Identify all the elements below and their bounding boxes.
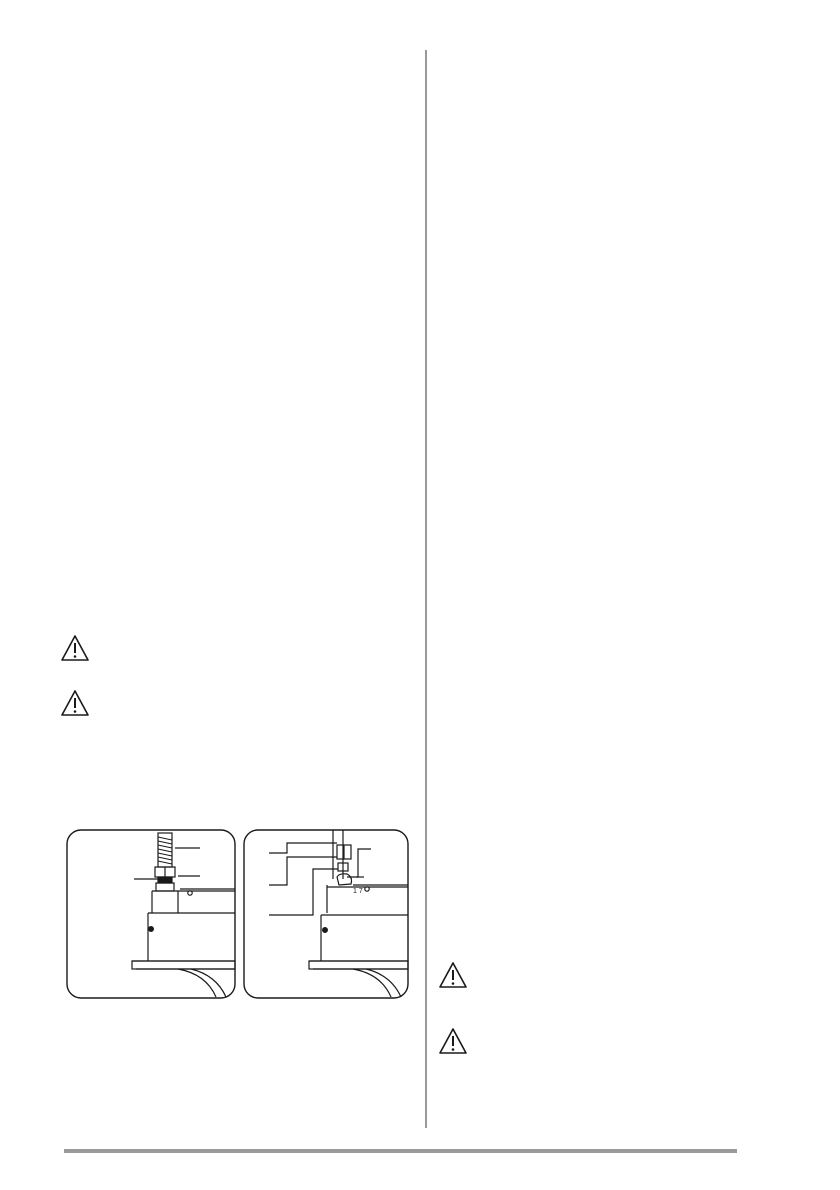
warning-triangle-icon [60, 634, 90, 662]
warning-triangle-icon [438, 961, 468, 989]
warning-triangle-icon [60, 689, 90, 717]
figure-gas-connection-flexible [66, 829, 236, 999]
figure-gas-connection-rigid [243, 829, 409, 999]
svg-text:1 7: 1 7 [353, 888, 363, 895]
warning-triangle-icon [438, 1027, 468, 1055]
footer-rule [64, 1149, 737, 1153]
column-divider [425, 50, 427, 1128]
